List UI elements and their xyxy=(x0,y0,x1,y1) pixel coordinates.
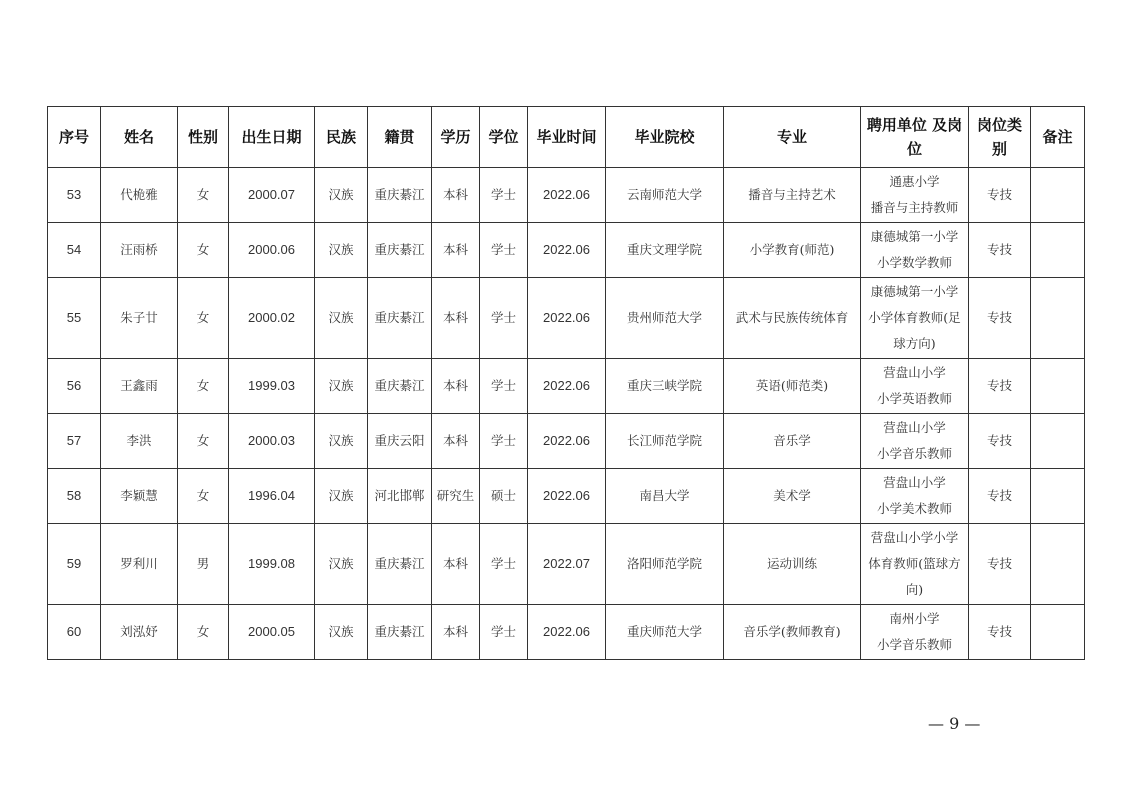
cell-unit-line: 小学美术教师 xyxy=(876,501,952,516)
cell-major: 运动训练 xyxy=(724,524,861,605)
cell-major: 播音与主持艺术 xyxy=(724,168,861,223)
cell-degree: 学士 xyxy=(480,414,528,469)
table-row xyxy=(48,223,1085,278)
header-unit-line1: 聘用单位 xyxy=(866,116,927,134)
cell-school: 贵州师范大学 xyxy=(606,278,724,359)
cell-origin: 重庆綦江 xyxy=(368,223,432,278)
cell-unit xyxy=(861,168,969,223)
cell-name: 李洪 xyxy=(101,414,178,469)
cell-major: 美术学 xyxy=(724,469,861,524)
cell-gender: 女 xyxy=(178,414,229,469)
table-row xyxy=(48,414,1085,469)
cell-gender: 男 xyxy=(178,524,229,605)
cell-unit xyxy=(861,414,969,469)
cell-remark xyxy=(1031,223,1085,278)
cell-remark xyxy=(1031,359,1085,414)
cell-grad-time: 2022.06 xyxy=(528,469,606,524)
header-row xyxy=(48,107,1085,168)
cell-school: 重庆文理学院 xyxy=(606,223,724,278)
table-row xyxy=(48,524,1085,605)
cell-ethnic: 汉族 xyxy=(315,605,368,660)
cell-unit-line: 小学体育教师(足 xyxy=(868,310,961,325)
cell-major: 武术与民族传统体育 xyxy=(724,278,861,359)
cell-edu: 本科 xyxy=(432,524,480,605)
cell-origin: 重庆綦江 xyxy=(368,359,432,414)
cell-origin: 重庆云阳 xyxy=(368,414,432,469)
cell-birth: 2000.03 xyxy=(229,414,315,469)
header-grad-time: 毕业时间 xyxy=(528,107,606,168)
cell-degree: 学士 xyxy=(480,359,528,414)
cell-unit-line: 球方向) xyxy=(893,336,936,351)
cell-no: 58 xyxy=(48,469,101,524)
cell-origin: 重庆綦江 xyxy=(368,605,432,660)
cell-unit-line: 小学英语教师 xyxy=(876,391,952,406)
cell-school: 长江师范学院 xyxy=(606,414,724,469)
header-degree: 学位 xyxy=(480,107,528,168)
cell-remark xyxy=(1031,278,1085,359)
cell-unit-line: 康德城第一小学 xyxy=(870,229,959,244)
cell-edu: 本科 xyxy=(432,223,480,278)
cell-unit xyxy=(861,469,969,524)
cell-category: 专技 xyxy=(969,223,1031,278)
cell-gender: 女 xyxy=(178,223,229,278)
cell-name: 李颖慧 xyxy=(101,469,178,524)
cell-edu: 本科 xyxy=(432,605,480,660)
cell-major: 英语(师范类) xyxy=(724,359,861,414)
cell-school: 重庆三峡学院 xyxy=(606,359,724,414)
page-number: — 9 — xyxy=(928,714,981,733)
table-row xyxy=(48,469,1085,524)
cell-name: 罗利川 xyxy=(101,524,178,605)
cell-unit-line: 体育教师(篮球方 xyxy=(868,556,961,571)
cell-edu: 本科 xyxy=(432,168,480,223)
cell-name: 朱子廿 xyxy=(101,278,178,359)
cell-major: 音乐学(教师教育) xyxy=(724,605,861,660)
cell-degree: 硕士 xyxy=(480,469,528,524)
cell-name: 刘泓妤 xyxy=(101,605,178,660)
cell-unit-line: 营盘山小学 xyxy=(883,420,946,435)
cell-grad-time: 2022.06 xyxy=(528,605,606,660)
cell-degree: 学士 xyxy=(480,168,528,223)
header-unit xyxy=(861,107,969,168)
cell-unit-line: 康德城第一小学 xyxy=(870,284,959,299)
cell-grad-time: 2022.06 xyxy=(528,223,606,278)
cell-no: 56 xyxy=(48,359,101,414)
cell-ethnic: 汉族 xyxy=(315,168,368,223)
header-category-line1: 岗位类 xyxy=(976,116,1022,134)
table-row xyxy=(48,605,1085,660)
cell-category: 专技 xyxy=(969,414,1031,469)
header-name: 姓名 xyxy=(101,107,178,168)
cell-ethnic: 汉族 xyxy=(315,414,368,469)
cell-gender: 女 xyxy=(178,469,229,524)
cell-ethnic: 汉族 xyxy=(315,359,368,414)
header-ethnic: 民族 xyxy=(315,107,368,168)
cell-gender: 女 xyxy=(178,168,229,223)
cell-name: 王鑫雨 xyxy=(101,359,178,414)
cell-major: 音乐学 xyxy=(724,414,861,469)
header-major: 专业 xyxy=(724,107,861,168)
cell-gender: 女 xyxy=(178,278,229,359)
cell-grad-time: 2022.06 xyxy=(528,278,606,359)
cell-birth: 2000.07 xyxy=(229,168,315,223)
cell-school: 洛阳师范学院 xyxy=(606,524,724,605)
cell-school: 南昌大学 xyxy=(606,469,724,524)
cell-origin: 重庆綦江 xyxy=(368,278,432,359)
cell-grad-time: 2022.06 xyxy=(528,414,606,469)
cell-unit-line: 播音与主持教师 xyxy=(870,200,959,215)
cell-remark xyxy=(1031,414,1085,469)
cell-unit xyxy=(861,223,969,278)
cell-remark xyxy=(1031,605,1085,660)
header-remark: 备注 xyxy=(1031,107,1085,168)
cell-unit xyxy=(861,524,969,605)
cell-major: 小学教育(师范) xyxy=(724,223,861,278)
header-origin: 籍贯 xyxy=(368,107,432,168)
cell-grad-time: 2022.07 xyxy=(528,524,606,605)
cell-no: 60 xyxy=(48,605,101,660)
cell-category: 专技 xyxy=(969,278,1031,359)
cell-no: 53 xyxy=(48,168,101,223)
cell-name: 汪雨桥 xyxy=(101,223,178,278)
cell-unit-line: 南州小学 xyxy=(889,611,940,626)
cell-degree: 学士 xyxy=(480,223,528,278)
cell-birth: 2000.05 xyxy=(229,605,315,660)
cell-birth: 2000.02 xyxy=(229,278,315,359)
cell-birth: 1996.04 xyxy=(229,469,315,524)
cell-category: 专技 xyxy=(969,168,1031,223)
table-row xyxy=(48,359,1085,414)
cell-school: 云南师范大学 xyxy=(606,168,724,223)
header-gender: 性别 xyxy=(178,107,229,168)
cell-birth: 2000.06 xyxy=(229,223,315,278)
cell-edu: 研究生 xyxy=(432,469,480,524)
table-row xyxy=(48,278,1085,359)
personnel-table xyxy=(47,106,1085,660)
cell-birth: 1999.03 xyxy=(229,359,315,414)
cell-unit-line: 小学数学教师 xyxy=(876,255,952,270)
cell-category: 专技 xyxy=(969,469,1031,524)
cell-remark xyxy=(1031,469,1085,524)
cell-ethnic: 汉族 xyxy=(315,223,368,278)
cell-no: 54 xyxy=(48,223,101,278)
table-row xyxy=(48,168,1085,223)
cell-origin: 河北邯郸 xyxy=(368,469,432,524)
cell-category: 专技 xyxy=(969,605,1031,660)
cell-degree: 学士 xyxy=(480,605,528,660)
header-unit-line2: 及岗位 xyxy=(906,116,963,158)
cell-no: 55 xyxy=(48,278,101,359)
cell-degree: 学士 xyxy=(480,524,528,605)
cell-remark xyxy=(1031,524,1085,605)
cell-grad-time: 2022.06 xyxy=(528,359,606,414)
header-no: 序号 xyxy=(48,107,101,168)
cell-no: 59 xyxy=(48,524,101,605)
cell-unit-line: 通惠小学 xyxy=(889,174,940,189)
cell-category: 专技 xyxy=(969,524,1031,605)
cell-ethnic: 汉族 xyxy=(315,524,368,605)
header-category-line2: 别 xyxy=(991,140,1007,158)
cell-ethnic: 汉族 xyxy=(315,278,368,359)
cell-school: 重庆师范大学 xyxy=(606,605,724,660)
cell-degree: 学士 xyxy=(480,278,528,359)
cell-unit-line: 小学音乐教师 xyxy=(876,446,952,461)
header-birth: 出生日期 xyxy=(229,107,315,168)
header-school: 毕业院校 xyxy=(606,107,724,168)
cell-gender: 女 xyxy=(178,359,229,414)
cell-name: 代桅雅 xyxy=(101,168,178,223)
cell-edu: 本科 xyxy=(432,278,480,359)
cell-unit-line: 小学音乐教师 xyxy=(876,637,952,652)
cell-grad-time: 2022.06 xyxy=(528,168,606,223)
cell-unit-line: 营盘山小学小学 xyxy=(870,530,959,545)
table-body xyxy=(48,168,1085,660)
cell-unit xyxy=(861,605,969,660)
cell-gender: 女 xyxy=(178,605,229,660)
cell-edu: 本科 xyxy=(432,414,480,469)
cell-remark xyxy=(1031,168,1085,223)
cell-category: 专技 xyxy=(969,359,1031,414)
cell-origin: 重庆綦江 xyxy=(368,168,432,223)
cell-unit-line: 营盘山小学 xyxy=(883,365,946,380)
header-edu: 学历 xyxy=(432,107,480,168)
header-category xyxy=(969,107,1031,168)
cell-ethnic: 汉族 xyxy=(315,469,368,524)
cell-no: 57 xyxy=(48,414,101,469)
cell-birth: 1999.08 xyxy=(229,524,315,605)
cell-edu: 本科 xyxy=(432,359,480,414)
cell-unit-line: 营盘山小学 xyxy=(883,475,946,490)
cell-unit xyxy=(861,359,969,414)
cell-unit xyxy=(861,278,969,359)
cell-origin: 重庆綦江 xyxy=(368,524,432,605)
cell-unit-line: 向) xyxy=(905,582,924,597)
